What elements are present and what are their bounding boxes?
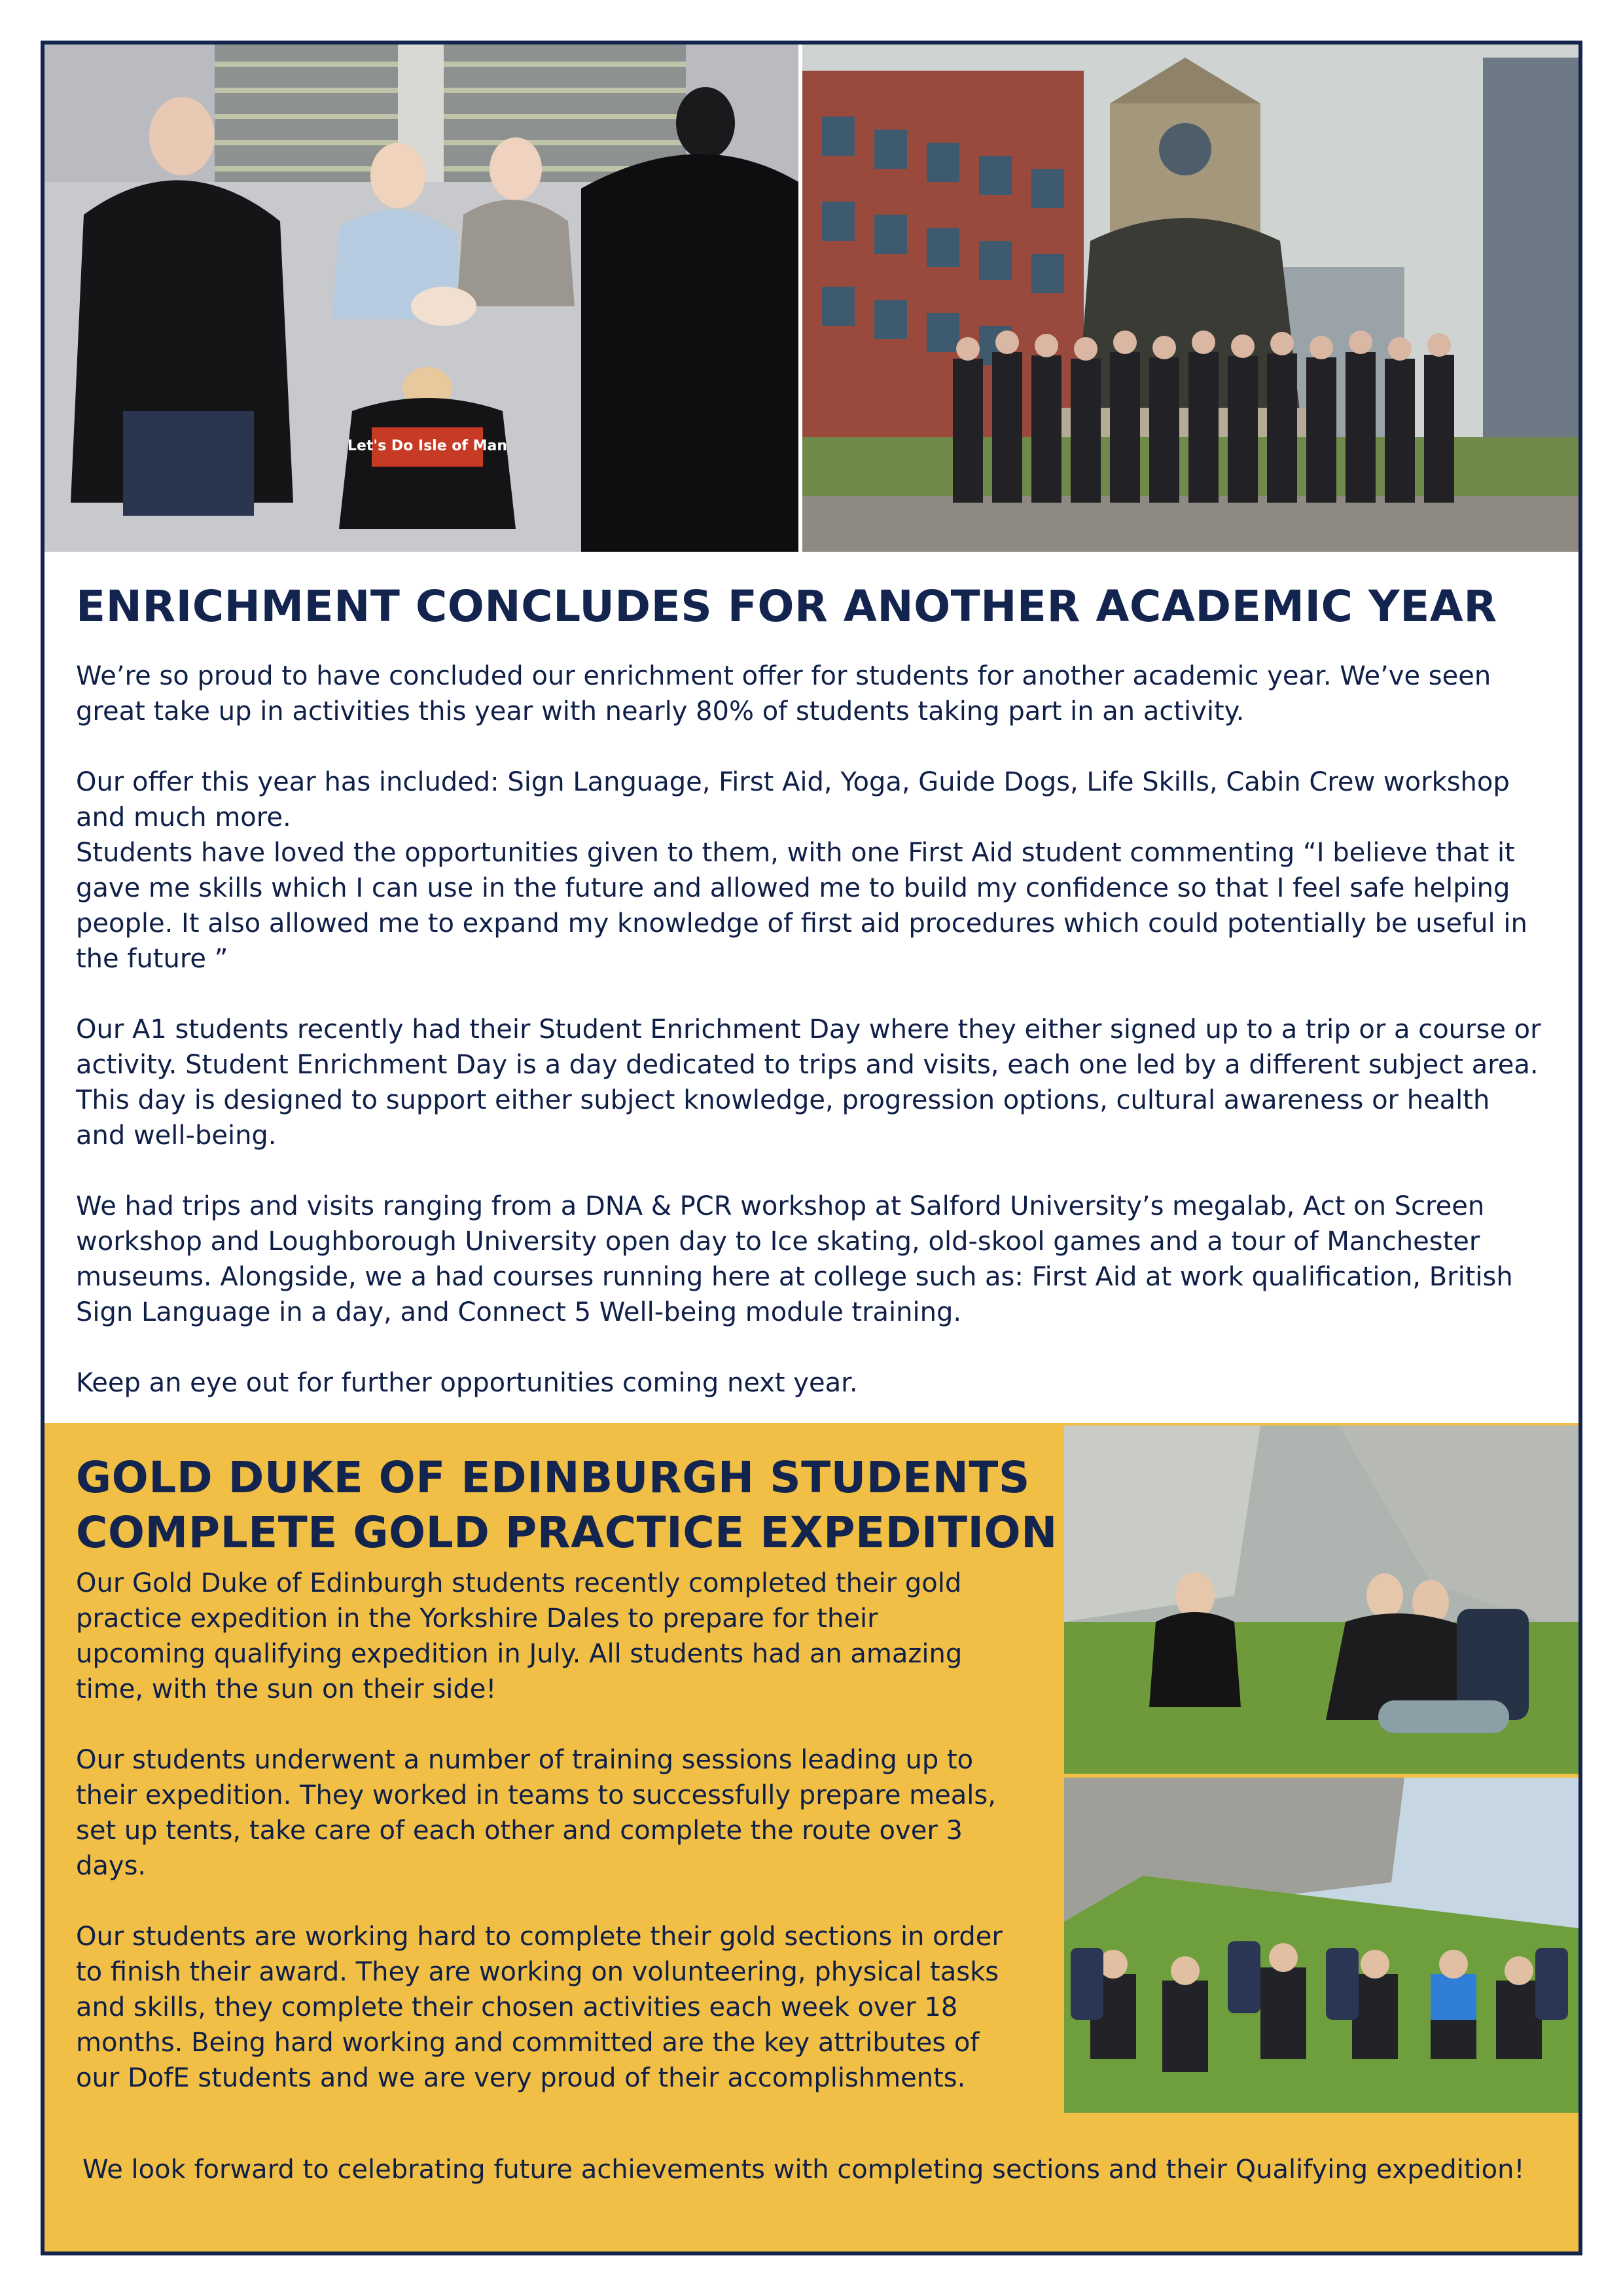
mannequin-shirt-text: Let's Do Isle of Man <box>347 438 508 454</box>
enrichment-title: ENRICHMENT CONCLUDES FOR ANOTHER ACADEMIC YEAR <box>76 581 1497 632</box>
page-frame <box>41 41 1582 2255</box>
enrichment-paragraph: Our offer this year has included: Sign Language, First Aid, Yoga, Guide Dogs, Life Skills, Cabin Crew workshop and much more. <box>76 767 1510 833</box>
dofe-closing: We look forward to celebrating future achievements with completing sections and their Qualifying expedition! <box>82 2155 1525 2185</box>
dofe-title <box>76 1450 1058 1560</box>
enrichment-paragraph: We’re so proud to have concluded our enrichment offer for students for another academic year. We’ve seen great take up in activities this year with nearly 80% of students taking part in an activity. <box>76 661 1491 726</box>
dofe-hikers-photo-1 <box>1064 1426 1578 1774</box>
dofe-paragraph: Our students are working hard to complete their gold sections in order to finish their award. They are working on volunteering, physical tasks and skills, they complete their chosen activities each week over 18 months. Being hard working and committed are the key attributes of our DofE students and we are very proud of their accomplishments. <box>76 1922 1003 2093</box>
dofe-hikers-photo-2 <box>1064 1778 1578 2113</box>
enrichment-body <box>76 658 1547 1401</box>
first-aid-photo <box>45 45 798 552</box>
dofe-paragraph: Our students underwent a number of training sessions leading up to their expedition. They worked in teams to successfully prepare meals, set up tents, take care of each other and complete the route over 3 days. <box>76 1745 996 1881</box>
dofe-paragraph: Our Gold Duke of Edinburgh students recently completed their gold practice expedition in the Yorkshire Dales to prepare for their upcoming qualifying expedition in July. All students had an amazing time, with the sun on their side! <box>76 1568 963 1704</box>
enrichment-paragraph: We had trips and visits ranging from a DNA & PCR workshop at Salford University’s megalab, Act on Screen workshop and Loughborough University open day to Ice skating, old-skool games and a tour of Manchester museums. Alongside, we a had courses running here at college such as: First Aid at work qualification, British Sign Language in a day, and Connect 5 Well-being module training. <box>76 1191 1513 1327</box>
dofe-title-line-2: COMPLETE GOLD PRACTICE EXPEDITION <box>76 1507 1058 1558</box>
manchester-trip-photo <box>802 45 1578 552</box>
enrichment-quote-paragraph: Students have loved the opportunities given to them, with one First Aid student commenting “I believe that it gave me skills which I can use in the future and allowed me to build my confidence so that I feel safe helping people. It also allowed me to expand my knowledge of first aid procedures which could potentially be useful in the future ” <box>76 838 1527 974</box>
dofe-body <box>76 1566 1012 2096</box>
enrichment-paragraph: Our A1 students recently had their Student Enrichment Day where they either signed up to a trip or a course or activity. Student Enrichment Day is a day dedicated to trips and visits, each one led by a different subject area. This day is designed to support either subject knowledge, progression options, cultural awareness or health and well-being. <box>76 1014 1541 1151</box>
enrichment-paragraph: Keep an eye out for further opportunities coming next year. <box>76 1368 858 1398</box>
dofe-title-line-1: GOLD DUKE OF EDINBURGH STUDENTS <box>76 1452 1030 1503</box>
